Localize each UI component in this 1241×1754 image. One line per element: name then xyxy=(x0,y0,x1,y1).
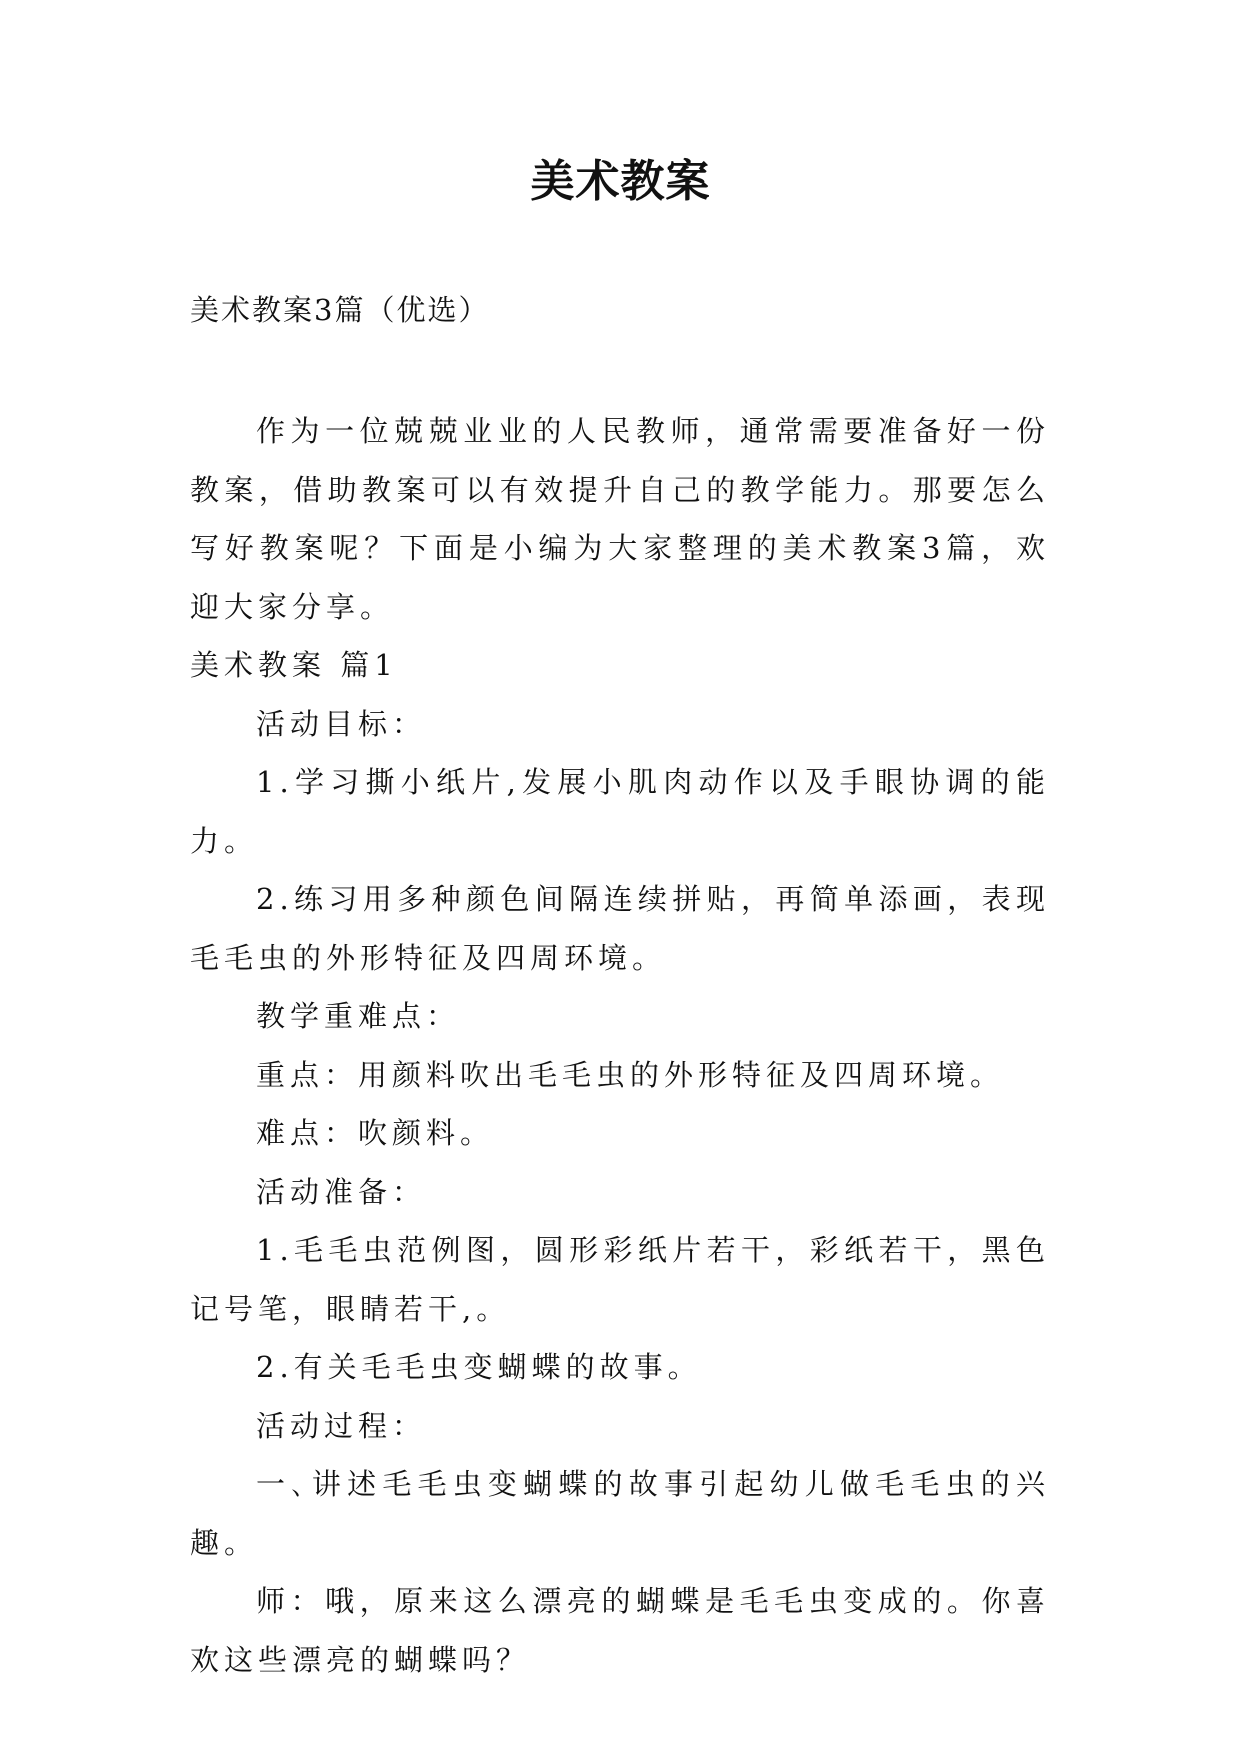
paragraph: 活动过程： xyxy=(256,1408,427,1443)
paragraph: 难点：吹颜料。 xyxy=(256,1116,495,1150)
document-title: 美术教案 xyxy=(530,156,711,207)
paragraph: 教学重难点： xyxy=(256,999,461,1033)
paragraph: 重点：用颜料吹出毛毛虫的外形特征及四周环境。 xyxy=(256,1057,1005,1092)
paragraph: 活动准备： xyxy=(256,1174,427,1209)
document-subtitle: 美术教案3篇（优选） xyxy=(190,293,490,327)
paragraph: 师：哦，原来这么漂亮的蝴蝶是毛毛虫变成的。你喜欢这些漂亮的蝴蝶吗？ xyxy=(190,1584,1050,1677)
paragraph: 2.有关毛毛虫变蝴蝶的故事。 xyxy=(256,1350,702,1384)
paragraph: 一､讲述毛毛虫变蝴蝶的故事引起幼儿做毛毛虫的兴趣。 xyxy=(190,1467,1050,1560)
paragraph: 1.学习撕小纸片,发展小肌肉动作以及手眼协调的能力。 xyxy=(190,765,1050,858)
paragraph: 2.练习用多种颜色间隔连续拼贴，再简单添画，表现毛毛虫的外形特征及四周环境。 xyxy=(190,882,1050,975)
document-body xyxy=(190,402,1050,1689)
paragraph: 1.毛毛虫范例图，圆形彩纸片若干，彩纸若干，黑色记号笔，眼睛若干,。 xyxy=(190,1233,1050,1326)
paragraph-intro: 作为一位兢兢业业的人民教师，通常需要准备好一份教案，借助教案可以有效提升自己的教学能力。那要怎么写好教案呢？下面是小编为大家整理的美术教案3篇，欢迎大家分享。 xyxy=(190,414,1050,624)
paragraph: 活动目标： xyxy=(256,706,427,741)
section-heading: 美术教案 篇1 xyxy=(190,648,398,682)
